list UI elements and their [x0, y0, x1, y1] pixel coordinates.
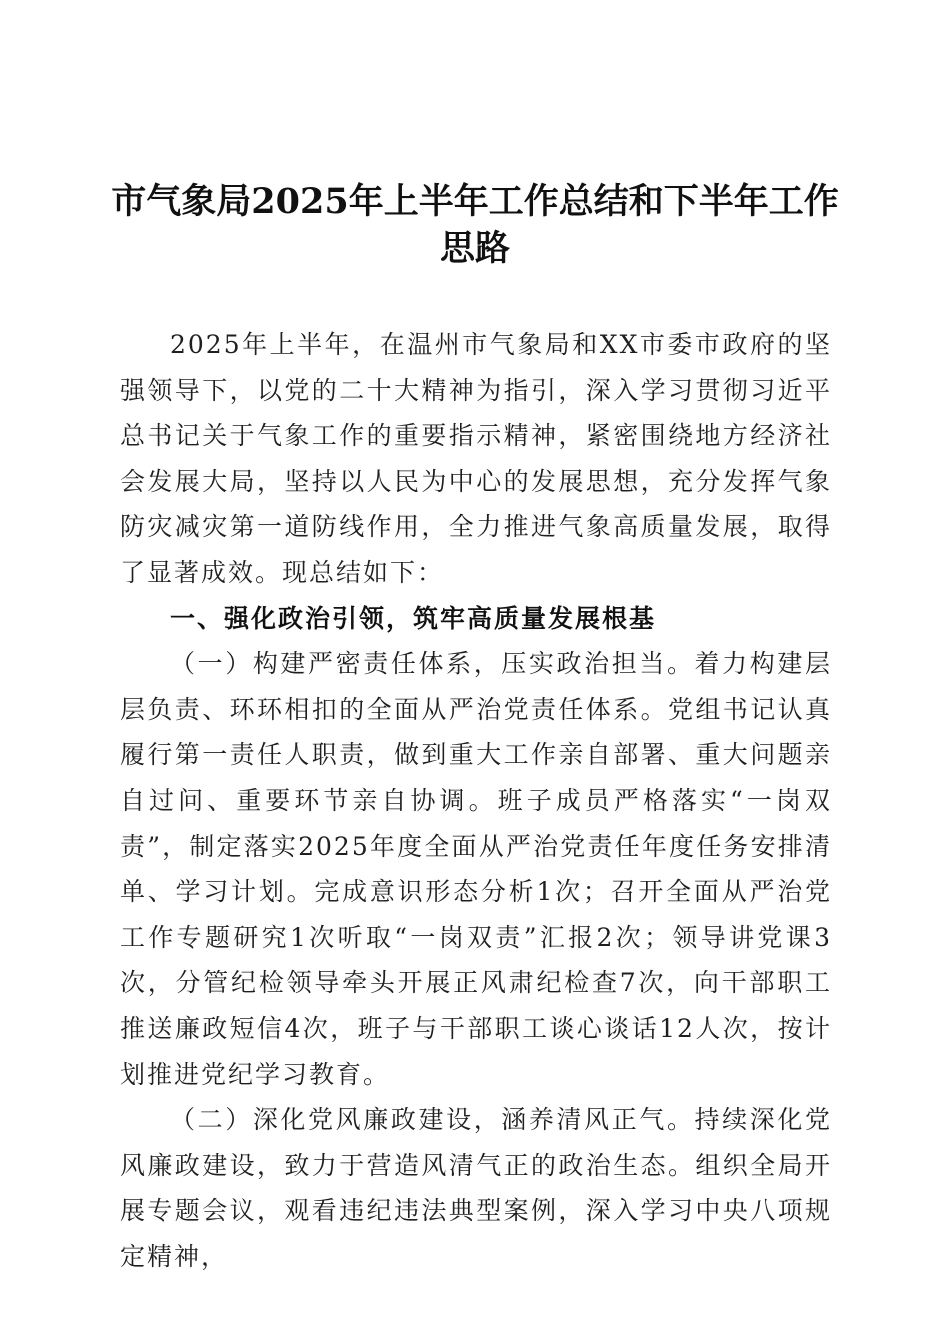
paragraph-responsibility-system: （一）构建严密责任体系，压实政治担当。着力构建层层负责、环环相扣的全面从严治党责任体系。党组书记认真履行第一责任人职责，做到重大工作亲自部署、重大问题亲自过问、重要环节亲自协调。班子成员严格落实“一岗双责”，制定落实2025年度全面从严治党责任年度任务安排清单、学习计划。完成意识形态分析1次；召开全面从严治党工作专题研究1次听取“一岗双责”汇报2次；领导讲党课3次，分管纪检领导牵头开展正风肃纪检查7次，向干部职工推送廉政短信4次，班子与干部职工谈心谈话12人次，按计划推进党纪学习教育。: [120, 649, 832, 1089]
document-body: [120, 322, 832, 1279]
section-heading: 一、强化政治引领，筑牢高质量发展根基: [170, 603, 657, 633]
document-title: 市气象局2025年上半年工作总结和下半年工作思路: [111, 181, 839, 269]
intro-paragraph: 2025年上半年，在温州市气象局和XX市委市政府的坚强领导下，以党的二十大精神为指引，深入学习贯彻习近平总书记关于气象工作的重要指示精神，紧密围绕地方经济社会发展大局，坚持以人民为中心的发展思想，充分发挥气象防灾减灾第一道防线作用，全力推进气象高质量发展，取得了显著成效。现总结如下：: [120, 330, 832, 587]
paragraph-integrity-building: （二）深化党风廉政建设，涵养清风正气。持续深化党风廉政建设，致力于营造风清气正的政治生态。组织全局开展专题会议，观看违纪违法典型案例，深入学习中央八项规定精神，: [120, 1105, 832, 1271]
